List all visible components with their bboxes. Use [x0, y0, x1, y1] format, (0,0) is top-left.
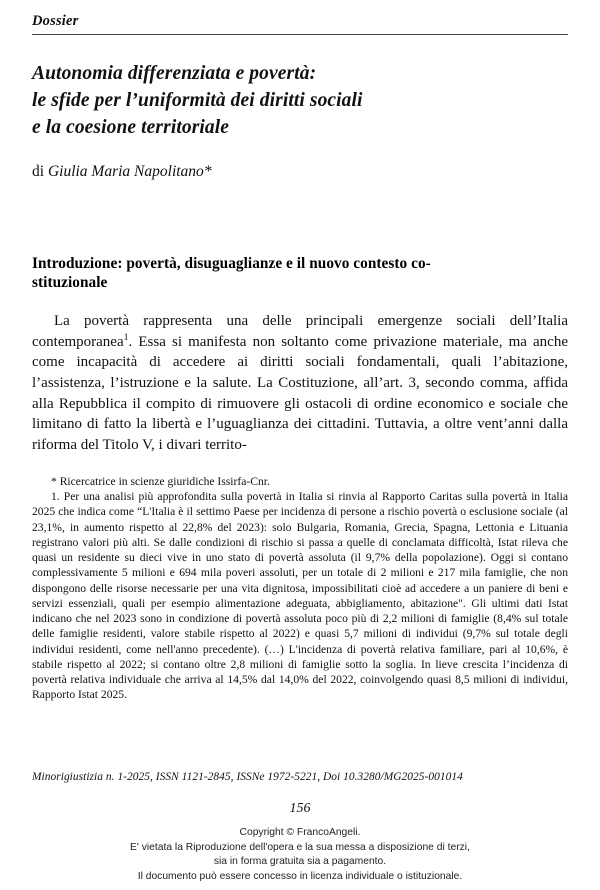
byline-prefix: di [32, 162, 48, 180]
copyright-line-3: sia in forma gratuita sia a pagamento. [213, 856, 387, 868]
copyright-line-4: Il documento può essere concesso in licenza individuale o istituzionale. [137, 870, 463, 882]
header-divider-rule [32, 34, 568, 35]
section-heading-line-1: Introduzione: povertà, disuguaglianze e il nuovo contesto co- [32, 254, 431, 272]
footnote-reference-1[interactable]: 1 [123, 331, 129, 343]
page-number: 156 [289, 801, 311, 816]
body-paragraph-1 [32, 311, 568, 456]
running-head [32, 0, 568, 35]
journal-citation-line: Minorigiustizia n. 1-2025, ISSN 1121-2845, ISSNe 1972-5221, Doi 10.3280/MG2025-001014 [32, 771, 463, 783]
article-title-line-3: e la coesione territoriale [32, 116, 230, 138]
footnote-block [32, 474, 568, 703]
copyright-line-2: E' vietata la Riproduzione dell'opera e la sua messa a disposizione di terzi, [130, 841, 470, 853]
article-title-line-2: le sfide per l’uniformità dei diritti sociali [32, 89, 363, 111]
running-head-label: Dossier [32, 13, 79, 29]
section-heading-line-2: stituzionale [32, 274, 108, 292]
article-title-line-1: Autonomia differenziata e povertà: [32, 62, 317, 84]
copyright-footer [0, 826, 600, 884]
byline-author-name: Giulia Maria Napolitano* [47, 162, 212, 180]
article-title [32, 61, 568, 142]
copyright-line-1: Copyright © FrancoAngeli. [239, 827, 361, 838]
body-paragraph-1-part-b: . Essa si manifesta non soltanto come privazione materiale, ma anche come incapacità di accedere ai diritti sociali fondamentali, quali l’abitazione, l’assistenza, l’istruzione e la salute. La Costituzione, all’art. 3, secondo comma, affida alla Repubblica il compito di rimuovere gli ostacoli di ordine economico e sociale che limitano di fatto la libertà e l’uguaglianza dei cittadini. Tuttavia, a oltre vent’anni dalla riforma del Titolo V, i divari territo- [32, 333, 568, 454]
article-byline [32, 162, 568, 182]
footnote-author-note: * Ricercatrice in scienze giuridiche Issirfa-Cnr. [51, 475, 270, 488]
footnote-note-1: 1. Per una analisi più approfondita sulla povertà in Italia si rinvia al Rapporto Caritas sulla povertà in Italia 2025 che indica come “L'Italia è il settimo Paese per incidenza di persone a rischio povertà o esclusione sociale (al 23,1%, in aumento rispetto al 22,8% del 2023): solo Bulgaria, Romania, Grecia, Spagna, Lettonia e Lituania registrano valori più alti. Se dalle condizioni di rischio si passa a quelle di conclamata difficoltà, Istat rileva che quasi un residente su dieci vive in uno stato di povertà assoluta (il 9,7% della popolazione). Oggi si contano complessivamente 5 milioni e 694 mila poveri assoluti, per un totale di 2 milioni e 217 mila famiglie, che non dispongono delle risorse necessarie per una vita dignitosa, impossibilitati cioè ad accedere a un paniere di beni e servizi essenziali, quali per esempio alimentazione adeguata, abbigliamento, abitazione". Gli ultimi dati Istat indicano che nel 2023 sono in condizione di povertà assoluta poco più di 2,2 milioni di famiglie (8,4% sul totale delle famiglie residenti, valore stabile rispetto al 2022) e quasi 5,7 milioni di individui (9,7% sul totale degli individui residenti, come nell'anno precedente). (…) L'incidenza di povertà relativa familiare, pari al 10,6%, è stabile rispetto al 2022; si contano oltre 2,8 milioni di famiglie sotto la soglia. In lieve crescita l’incidenza di povertà relativa individuale che arriva al 14,5% dal 14,0% del 2022, coinvolgendo quasi 8,5 milioni di individui, Rapporto Istat 2025. [32, 490, 568, 702]
body-paragraph-1-part-a: La povertà rappresenta una delle principali emergenze sociali dell’Italia contemporanea [32, 312, 568, 350]
section-heading [32, 254, 568, 293]
body-text [32, 311, 568, 456]
